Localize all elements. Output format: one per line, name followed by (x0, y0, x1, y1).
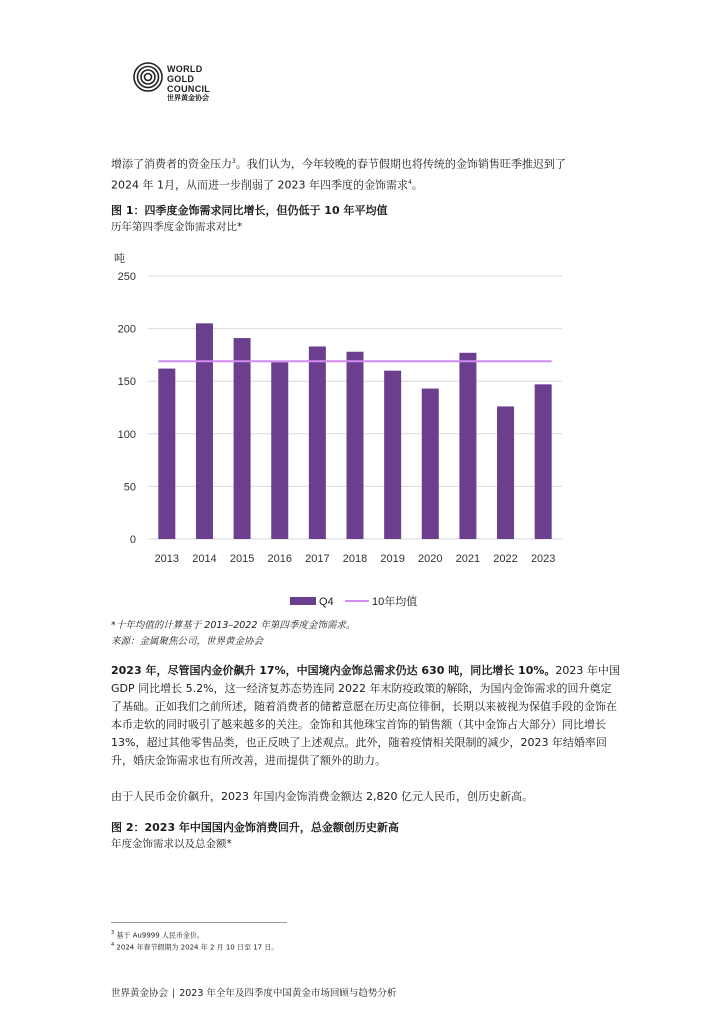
footnote-divider (111, 922, 287, 923)
bar-2023 (535, 384, 552, 539)
logo-line-council: COUNCIL (167, 84, 211, 94)
logo-line-gold: GOLD (167, 74, 195, 84)
logo-chinese-name: 世界黄金协会 (167, 95, 209, 102)
bar-2020 (422, 389, 439, 539)
footnote-4: $^4$ 2024 年春节假期为 2024 年 2 月 10 日至 17 日。 (111, 942, 279, 952)
figure-2-title: 图 2：2023 年中国国内金饰消费回升，总金额创历史新高 (111, 821, 399, 834)
body-paragraph-3: 由于人民币金价飙升，2023 年国内金饰消费金额达 2,820 亿元人民币，创历史新高。 (111, 790, 533, 803)
x-tick-label-2017: 2017 (305, 553, 330, 565)
figure-1-note: *十年均值的计算基于 2013–2022 年第四季度金饰需求。 (111, 620, 356, 631)
legend-swatch-q4 (290, 597, 316, 605)
x-tick-label-2014: 2014 (192, 553, 217, 565)
y-tick-label-200: 200 (117, 323, 136, 336)
footnote-ref-3[interactable]: 3 (232, 158, 236, 165)
y-axis-unit-label: 吨 (114, 253, 125, 265)
footer-organization: 世界黄金协会 (111, 988, 169, 999)
y-tick-label-100: 100 (117, 428, 136, 441)
footnote-ref-4[interactable]: 4 (407, 178, 412, 186)
body-paragraph-2 (111, 662, 621, 770)
bar-2022 (497, 406, 514, 539)
y-tick-label-0: 0 (129, 534, 136, 546)
footnote-3: $^3$ 基于 Au9999 人民币金价。 (111, 930, 204, 940)
figure-1-title: 图 1：四季度金饰需求同比增长，但仍低于 10 年平均值 (111, 204, 388, 217)
figure-1-source: 来源：金属聚焦公司，世界黄金协会 (111, 636, 264, 647)
footer-separator: | (172, 988, 176, 999)
legend-label-average: 10年均值 (372, 596, 418, 608)
logo-line-world: WORLD (167, 64, 203, 74)
bar-2013 (158, 369, 175, 539)
body-paragraph-2-lead: 2023 年，尽管国内金价飙升 17%，中国境内金饰总需求仍达 630 吨，同比增长 10%。 (111, 664, 556, 677)
x-tick-label-2015: 2015 (229, 553, 255, 565)
y-tick-label-250: 250 (117, 271, 136, 283)
intro-line-1: 增添了消费者的资金压力$^3$。我们认为，今年较晚的春节假期也将传统的金饰销售旺季推迟到了 (111, 157, 566, 171)
bar-2015 (234, 338, 251, 539)
x-tick-label-2020: 2020 (418, 553, 443, 565)
x-tick-label-2021: 2021 (455, 553, 481, 565)
figure-2-subtitle: 年度金饰需求以及总金额* (111, 838, 232, 850)
bar-2019 (384, 371, 401, 539)
x-tick-label-2019: 2019 (380, 553, 405, 565)
bar-2021 (459, 353, 476, 539)
bar-2014 (196, 323, 213, 539)
footer-report-title: 2023 年全年及四季度中国黄金市场回顾与趋势分析 (179, 988, 397, 999)
page-footer (111, 985, 396, 999)
bar-2016 (271, 362, 288, 539)
y-tick-label-150: 150 (117, 376, 136, 389)
y-tick-label-50: 50 (123, 481, 136, 494)
intro-line-2: 2024 年 1月，从而进一步削弱了 2023 年四季度的金饰需求$^4$。 (111, 178, 423, 192)
figure-1-subtitle: 历年第四季度金饰需求对比* (111, 221, 243, 233)
body-paragraph-2-text: 2023 年中国 GDP 同比增长 5.2%，这一经济复苏态势连同 2022 年末防疫政策的解除，为国内金饰需求的回升奠定了基础。正如我们之前所述，随着消费者的储蓄意愿在历史高位徘徊，长期以来被视为保值手段的金饰在本币走软的同时吸引了越来越多的关注。金饰和其他珠宝首饰的销售额（其中金饰占大部分）同比增长 13%，超过其他零售品类，也正反映了上述观点。此外，随着疫情相关限制的减少，2023 年结婚率回升，婚庆金饰需求也有所改善，进而提供了额外的助力。 (111, 664, 620, 767)
x-tick-label-2022: 2022 (493, 553, 518, 565)
legend-label-q4: Q4 (319, 596, 334, 608)
bar-2018 (347, 352, 364, 539)
bar-2017 (309, 346, 326, 539)
x-tick-label-2018: 2018 (342, 553, 368, 565)
x-tick-label-2023: 2023 (530, 553, 556, 565)
x-tick-label-2013: 2013 (154, 553, 180, 565)
x-tick-label-2016: 2016 (267, 553, 292, 565)
